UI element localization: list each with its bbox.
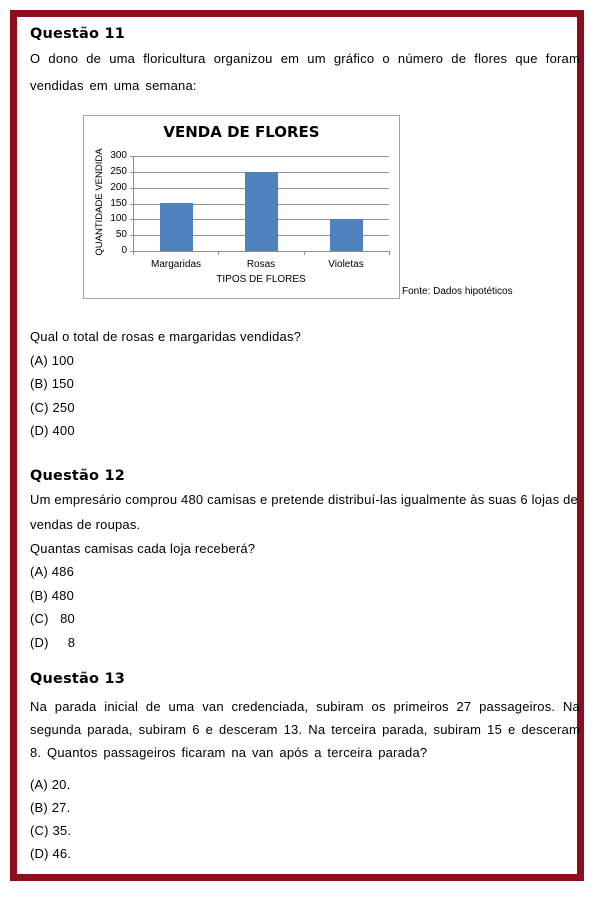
- question-12-options: [30, 560, 580, 654]
- question-13-options: [30, 773, 580, 865]
- x-axis-tick: [304, 251, 305, 255]
- chart-area: [83, 115, 513, 299]
- question-11-prompt: Qual o total de rosas e margaridas vendidas?: [30, 329, 302, 344]
- question-11-option-a: (A) 100: [30, 352, 75, 368]
- question-11-option-c: (C) 250: [30, 399, 75, 415]
- question-12: [30, 467, 580, 655]
- page-content: [30, 25, 580, 865]
- question-12-prompt: Quantas camisas cada loja receberá?: [30, 540, 256, 556]
- question-12-option-d: (D) 8: [30, 634, 76, 650]
- question-13-intro: Na parada inicial de uma van credenciada, subiram os primeiros 27 passageiros. Na segunda parada, subiram 6 e desceram 13. Na terceira parada, subiram 15 e desceram 8. Quantos passageiros ficaram na van após a terceira parada?: [30, 699, 580, 760]
- chart-title: VENDA DE FLORES: [163, 123, 320, 141]
- question-12-option-c: (C) 80: [30, 611, 75, 626]
- x-axis-category-label: Margaridas: [150, 259, 202, 270]
- question-11-options: [30, 349, 580, 443]
- question-12-option-a: (A) 486: [30, 564, 75, 579]
- bar-rosas: [245, 172, 278, 251]
- question-11-option-b: (B) 150: [30, 376, 75, 391]
- gridline-300: [133, 156, 389, 157]
- y-axis-tick-label: 50: [115, 229, 127, 240]
- x-axis-category-label: Violetas: [328, 259, 364, 270]
- question-13-option-d: (D) 46.: [30, 846, 72, 861]
- bar-margaridas: [160, 203, 193, 251]
- question-13-option-c: (C) 35.: [30, 823, 72, 838]
- chart-source-note: Fonte: Dados hipotéticos: [402, 286, 513, 297]
- chart-y-axis-label: QUANTIDADE VENDIDA: [94, 148, 105, 256]
- y-axis-tick-label: 200: [110, 182, 127, 193]
- y-axis-tick-label: 250: [110, 166, 127, 177]
- question-12-option-b: (B) 480: [30, 587, 75, 603]
- y-axis-tick-label: 100: [110, 213, 127, 224]
- question-13: [30, 670, 580, 865]
- gridline-0: [133, 251, 389, 252]
- flower-sales-bar-chart: [83, 115, 400, 299]
- x-axis-tick: [389, 251, 390, 255]
- question-12-title: Questão 12: [30, 467, 126, 484]
- page-border-frame: [10, 10, 584, 881]
- question-11-option-d: (D) 400: [30, 423, 75, 438]
- y-axis-line: [133, 156, 134, 251]
- question-11: [30, 25, 580, 443]
- x-axis-tick: [133, 251, 134, 255]
- y-axis-tick-label: 150: [110, 198, 127, 209]
- question-13-option-a: (A) 20.: [30, 777, 71, 792]
- question-11-intro: O dono de uma floricultura organizou em um gráfico o número de flores que foram vendidas em uma semana:: [30, 51, 580, 93]
- question-12-intro: Um empresário comprou 480 camisas e pretende distribuí-las igualmente às suas 6 lojas de vendas de roupas.: [30, 491, 578, 532]
- y-axis-tick-label: 300: [110, 150, 127, 161]
- question-13-option-b: (B) 27.: [30, 800, 71, 815]
- question-13-title: Questão 13: [30, 671, 126, 687]
- y-axis-tick-label: 0: [121, 245, 127, 256]
- bar-violetas: [330, 219, 363, 251]
- x-axis-category-label: Rosas: [246, 259, 276, 270]
- chart-x-axis-label: TIPOS DE FLORES: [216, 274, 306, 285]
- question-11-title: Questão 11: [30, 26, 126, 42]
- x-axis-tick: [218, 251, 219, 255]
